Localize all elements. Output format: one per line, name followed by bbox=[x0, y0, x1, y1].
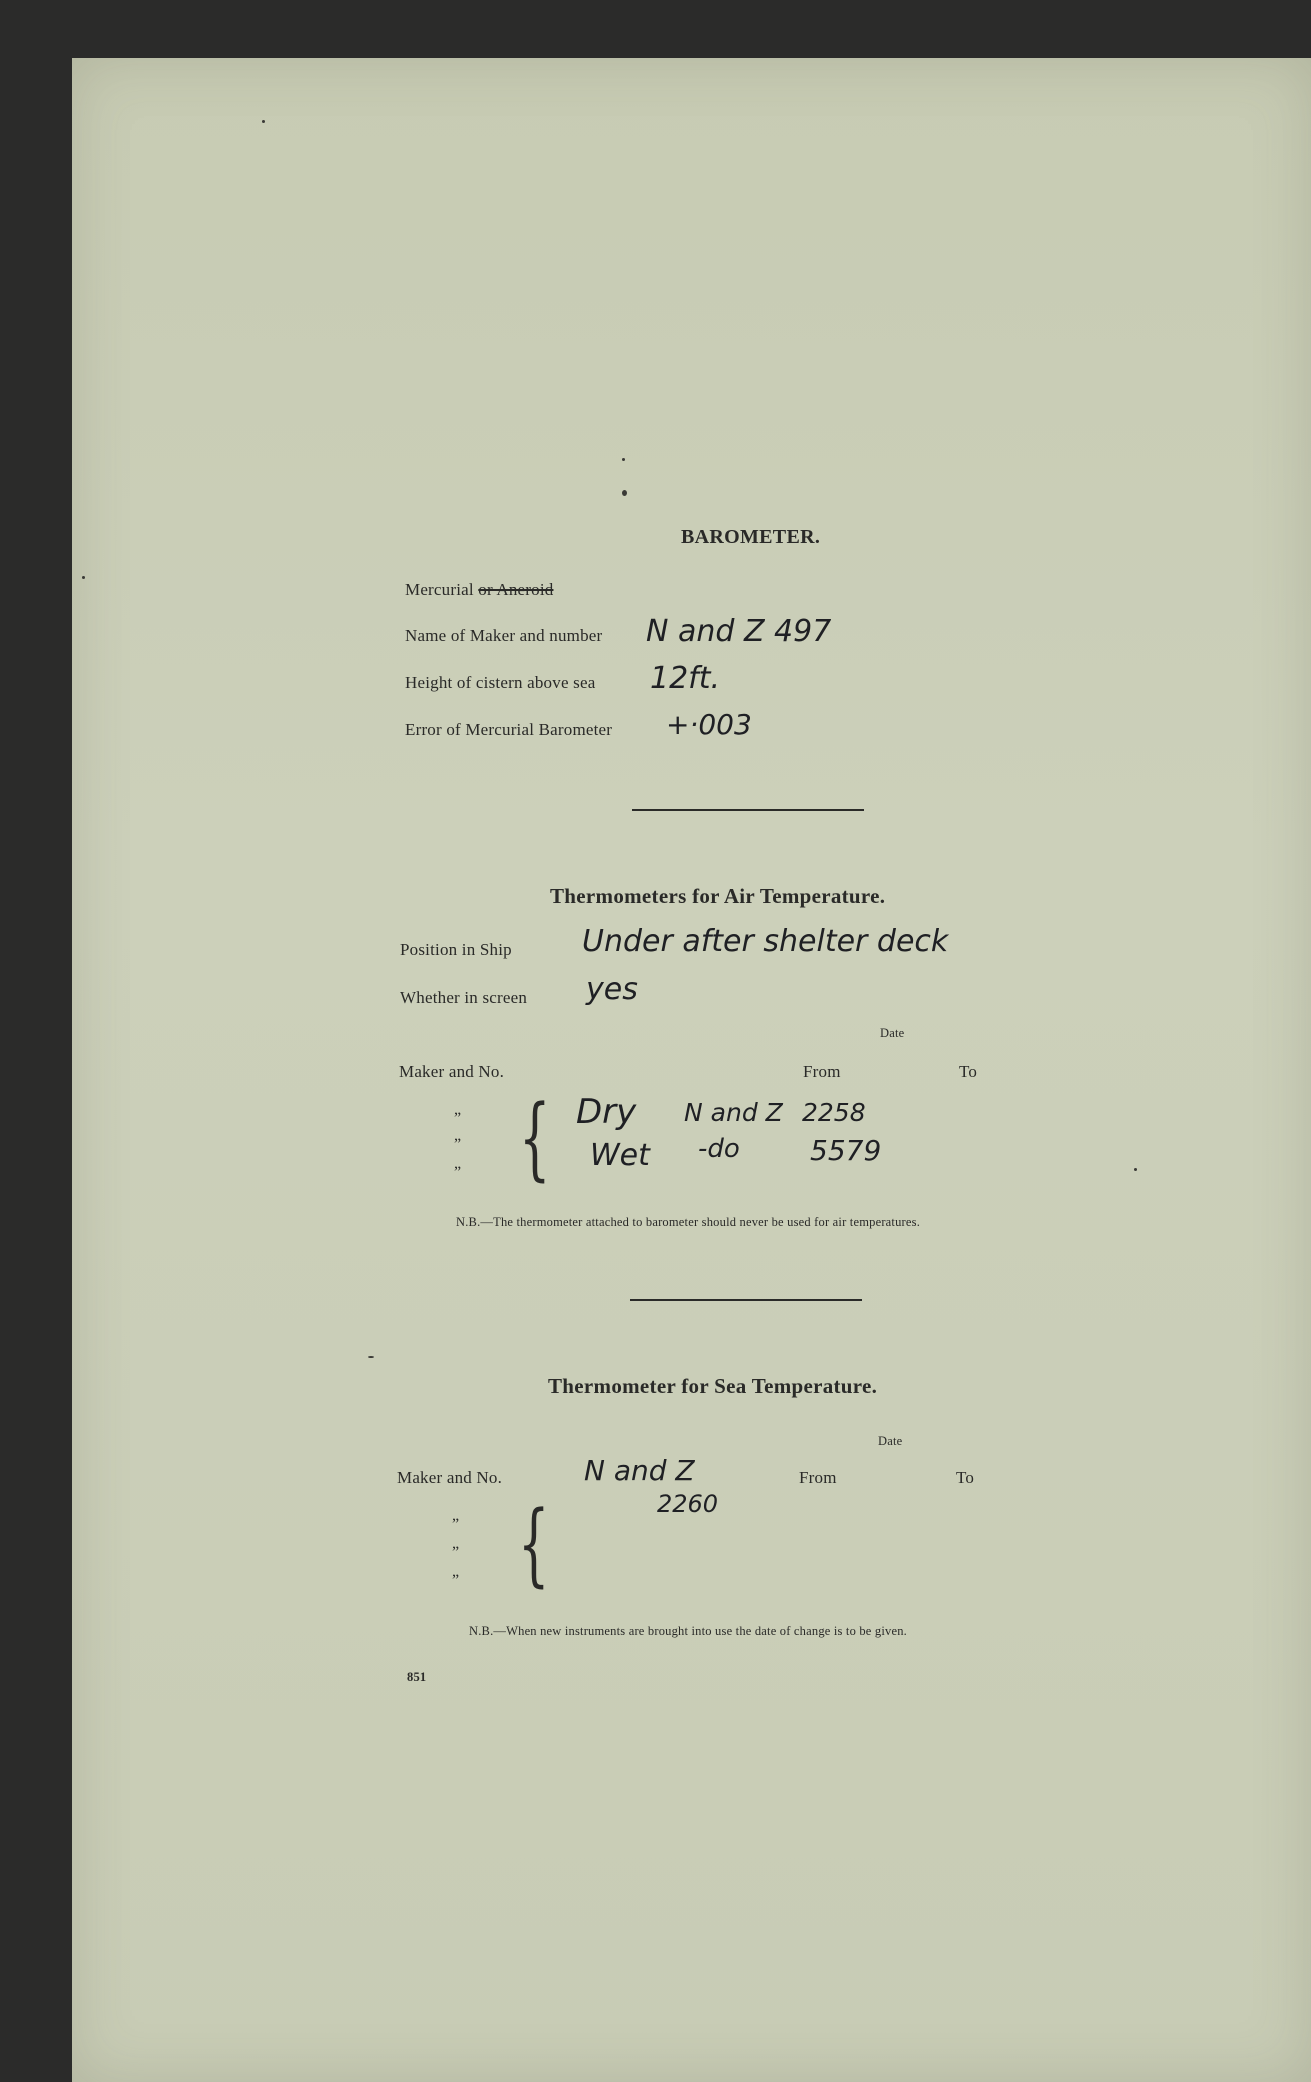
sea-brace: { bbox=[518, 1492, 550, 1597]
paper-speck bbox=[622, 490, 627, 496]
air-brace: { bbox=[519, 1086, 551, 1191]
section-divider bbox=[632, 809, 864, 811]
section-divider bbox=[630, 1299, 862, 1301]
air-from-label: From bbox=[803, 1062, 841, 1081]
sea-maker-label: Maker and No. bbox=[397, 1468, 503, 1487]
sea-ditto-mark: ” bbox=[452, 1544, 460, 1561]
paper-speck bbox=[368, 1356, 374, 1358]
sea-note: N.B.—When new instruments are brought into use the date of change is to be given. bbox=[469, 1624, 907, 1638]
sea-maker-value: N and Z bbox=[584, 1454, 695, 1487]
sea-ditto-mark: ” bbox=[452, 1572, 460, 1589]
barometer-maker-value: N and Z 497 bbox=[646, 614, 832, 649]
air-maker-label: Maker and No. bbox=[399, 1062, 505, 1081]
air-screen-value: yes bbox=[586, 972, 638, 1007]
air-row-dry-name: Dry bbox=[576, 1092, 637, 1132]
paper-speck bbox=[262, 120, 265, 123]
barometer-height-label: Height of cistern above sea bbox=[405, 673, 596, 692]
sea-ditto-mark: ” bbox=[452, 1516, 460, 1533]
barometer-height-value: 12ft. bbox=[650, 661, 721, 696]
sea-number-value: 2260 bbox=[657, 1490, 719, 1518]
air-title: Thermometers for Air Temperature. bbox=[550, 884, 886, 908]
barometer-type-struck: or Aneroid bbox=[478, 580, 554, 599]
air-row-wet-maker: -do bbox=[698, 1134, 740, 1164]
paper-speck bbox=[82, 576, 85, 579]
sea-date-label: Date bbox=[878, 1434, 903, 1448]
paper-speck bbox=[1134, 1168, 1137, 1171]
barometer-type-mercurial: Mercurial bbox=[405, 580, 474, 599]
document-page bbox=[72, 58, 1311, 2082]
sea-to-label: To bbox=[956, 1468, 975, 1487]
sea-title: Thermometer for Sea Temperature. bbox=[548, 1374, 878, 1398]
barometer-title: BAROMETER. bbox=[681, 526, 821, 548]
air-row-dry-number: 2258 bbox=[802, 1098, 866, 1127]
barometer-type-label bbox=[405, 580, 553, 600]
air-row-dry-maker: N and Z bbox=[684, 1098, 783, 1127]
air-note: N.B.—The thermometer attached to barometer should never be used for air temperatures. bbox=[456, 1215, 921, 1229]
air-ditto-mark: ” bbox=[454, 1136, 462, 1153]
air-date-label: Date bbox=[880, 1026, 905, 1040]
air-ditto-mark: ” bbox=[454, 1110, 462, 1127]
air-position-label: Position in Ship bbox=[400, 940, 512, 959]
barometer-error-label: Error of Mercurial Barometer bbox=[405, 720, 613, 739]
sea-from-label: From bbox=[799, 1468, 837, 1487]
air-ditto-mark: ” bbox=[454, 1164, 462, 1181]
air-to-label: To bbox=[959, 1062, 978, 1081]
air-position-value: Under after shelter deck bbox=[582, 924, 949, 959]
air-row-wet-number: 5579 bbox=[810, 1134, 882, 1167]
air-row-wet-name: Wet bbox=[590, 1138, 650, 1173]
page-number: 851 bbox=[407, 1670, 427, 1684]
air-screen-label: Whether in screen bbox=[400, 988, 528, 1007]
barometer-error-value: +·003 bbox=[666, 708, 752, 741]
barometer-maker-label: Name of Maker and number bbox=[405, 626, 603, 645]
paper-speck bbox=[622, 458, 625, 461]
